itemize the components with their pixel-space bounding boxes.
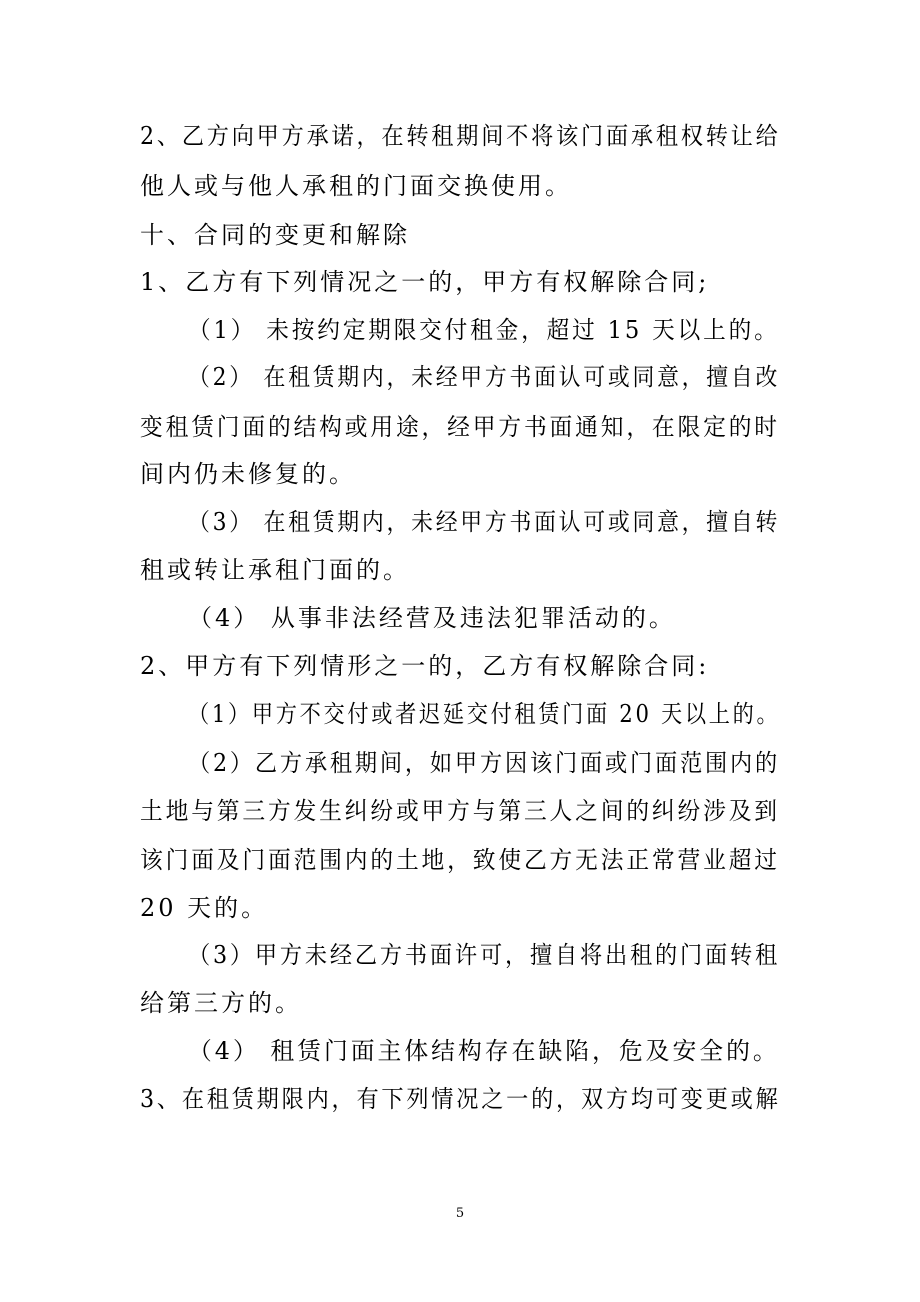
text-line-13: （1）甲方不交付或者迟延交付租赁门面 20 天以上的。 [188, 700, 781, 728]
text-line-6: （2） 在租赁期内，未经甲方书面认可或同意，擅自改 [188, 363, 781, 391]
text-line-8: 间内仍未修复的。 [140, 460, 356, 488]
text-line-14: （2）乙方承租期间，如甲方因该门面或门面范围内的 [188, 749, 780, 777]
text-line-18: （3）甲方未经乙方书面许可，擅自将出租的门面转租 [188, 941, 780, 969]
text-line-7: 变租赁门面的结构或用途，经甲方书面通知，在限定的时 [140, 413, 780, 441]
text-line-21: 3、在租赁期限内，有下列情况之一的，双方均可变更或解 [140, 1085, 781, 1113]
text-line-4: 1、乙方有下列情况之一的，甲方有权解除合同; [140, 268, 710, 296]
text-line-9: （3） 在租赁期内，未经甲方书面认可或同意，擅自转 [188, 508, 781, 536]
text-line-12: 2、甲方有下列情形之一的，乙方有权解除合同: [140, 652, 710, 680]
text-line-19: 给第三方的。 [140, 989, 302, 1017]
page-number: 5 [455, 1206, 465, 1221]
text-line-16: 该门面及门面范围内的土地，致使乙方无法正常营业超过 [140, 846, 780, 874]
section-heading: 十、合同的变更和解除 [140, 221, 410, 249]
text-line-10: 租或转让承租门面的。 [140, 556, 410, 584]
text-line-2: 他人或与他人承租的门面交换使用。 [140, 172, 572, 200]
text-line-1: 2、乙方向甲方承诺，在转租期间不将该门面承租权转让给 [140, 122, 781, 150]
text-line-17: 20 天的。 [140, 894, 269, 922]
text-line-15: 土地与第三方发生纠纷或甲方与第三人之间的纠纷涉及到 [140, 797, 780, 825]
text-line-5: （1） 未按约定期限交付租金，超过 15 天以上的。 [188, 316, 780, 344]
text-line-20: （4） 租赁门面主体结构存在缺陷，危及安全的。 [188, 1037, 780, 1065]
text-line-11: （4） 从事非法经营及违法犯罪活动的。 [188, 604, 676, 632]
